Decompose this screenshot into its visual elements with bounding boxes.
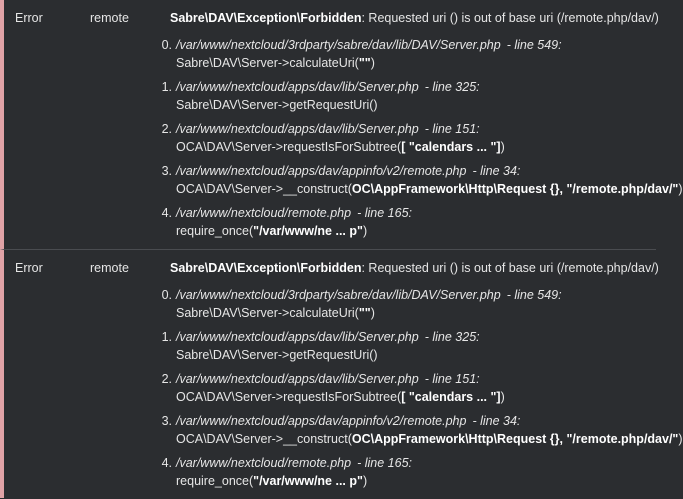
log-entry[interactable] bbox=[0, 0, 683, 249]
frame-call-prefix: Sabre\DAV\Server->calculateUri( bbox=[176, 306, 359, 320]
exception-class: Sabre\DAV\Exception\Forbidden bbox=[170, 11, 362, 25]
frame-call-args: "/var/www/ne ... p" bbox=[253, 224, 363, 238]
log-app: remote bbox=[90, 261, 129, 275]
frame-number: 2. bbox=[161, 122, 172, 136]
frame-file-path: /var/www/nextcloud/3rdparty/sabre/dav/lib/DAV/Server.php bbox=[176, 288, 501, 302]
log-level: Error bbox=[15, 261, 43, 275]
frame-call bbox=[176, 224, 367, 238]
frame-file bbox=[176, 164, 520, 178]
frame-file-path: /var/www/nextcloud/remote.php bbox=[176, 456, 352, 470]
frame-call-args: "" bbox=[358, 56, 371, 70]
frame-call-args: OC\AppFramework\Http\Request {}, "/remote.php/dav/" bbox=[351, 182, 679, 196]
frame-file bbox=[176, 372, 480, 386]
log-level: Error bbox=[15, 11, 43, 25]
frame-file-path: /var/www/nextcloud/apps/dav/lib/Server.php bbox=[176, 372, 419, 386]
frame-number: 1. bbox=[161, 330, 172, 344]
exception-class: Sabre\DAV\Exception\Forbidden bbox=[170, 261, 362, 275]
frame-call-args: OC\AppFramework\Http\Request {}, "/remote.php/dav/" bbox=[351, 432, 679, 446]
frame-number: 3. bbox=[161, 164, 172, 178]
frame-number: 4. bbox=[161, 456, 172, 470]
frame-call-args: "" bbox=[358, 306, 371, 320]
frame-call bbox=[176, 474, 367, 488]
frame-number: 2. bbox=[161, 372, 172, 386]
frame-file bbox=[176, 122, 480, 136]
frame-call-prefix: require_once( bbox=[176, 224, 254, 238]
frame-call-prefix: OCA\DAV\Server->__construct( bbox=[176, 182, 352, 196]
frame-file-path: /var/www/nextcloud/apps/dav/appinfo/v2/remote.php bbox=[176, 414, 467, 428]
frame-file bbox=[176, 288, 562, 302]
frame-number: 3. bbox=[161, 414, 172, 428]
frame-call-suffix: ) bbox=[362, 224, 368, 238]
frame-line: - line 549: bbox=[506, 288, 562, 302]
frame-call bbox=[176, 306, 375, 320]
frame-call bbox=[176, 348, 378, 362]
frame-line: - line 34: bbox=[472, 164, 521, 178]
frame-call-args: [ "calendars ... "] bbox=[401, 140, 501, 154]
frame-call-args: "/var/www/ne ... p" bbox=[253, 474, 363, 488]
frame-call-suffix: ) bbox=[500, 140, 505, 154]
frame-call-args: [ "calendars ... "] bbox=[401, 390, 501, 404]
frame-line: - line 165: bbox=[357, 456, 412, 470]
exception-message: : Requested uri () is out of base uri (/remote.php/dav/) bbox=[361, 261, 659, 275]
frame-file bbox=[176, 456, 412, 470]
frame-file-path: /var/www/nextcloud/apps/dav/appinfo/v2/remote.php bbox=[176, 164, 467, 178]
frame-call-prefix: OCA\DAV\Server->requestIsForSubtree( bbox=[176, 140, 402, 154]
frame-call-suffix: ) bbox=[678, 182, 683, 196]
frame-call-prefix: Sabre\DAV\Server->getRequestUri() bbox=[176, 98, 378, 112]
exception-message: : Requested uri () is out of base uri (/remote.php/dav/) bbox=[361, 11, 659, 25]
frame-call-prefix: Sabre\DAV\Server->calculateUri( bbox=[176, 56, 359, 70]
frame-file-path: /var/www/nextcloud/apps/dav/lib/Server.php bbox=[176, 330, 419, 344]
frame-file bbox=[176, 80, 480, 94]
frame-line: - line 151: bbox=[424, 372, 480, 386]
frame-number: 4. bbox=[161, 206, 172, 220]
frame-file bbox=[176, 330, 480, 344]
frame-call-prefix: OCA\DAV\Server->requestIsForSubtree( bbox=[176, 390, 402, 404]
frame-line: - line 549: bbox=[506, 38, 562, 52]
frame-call-prefix: Sabre\DAV\Server->getRequestUri() bbox=[176, 348, 378, 362]
frame-call-suffix: ) bbox=[678, 432, 683, 446]
frame-call bbox=[176, 182, 683, 196]
frame-call-prefix: OCA\DAV\Server->__construct( bbox=[176, 432, 352, 446]
frame-number: 0. bbox=[161, 38, 172, 52]
frame-call bbox=[176, 390, 505, 404]
frame-call bbox=[176, 56, 375, 70]
frame-file-path: /var/www/nextcloud/3rdparty/sabre/dav/lib/DAV/Server.php bbox=[176, 38, 501, 52]
frame-file bbox=[176, 206, 412, 220]
frame-line: - line 325: bbox=[424, 80, 480, 94]
frame-call-suffix: ) bbox=[500, 390, 505, 404]
frame-line: - line 165: bbox=[357, 206, 412, 220]
frame-file-path: /var/www/nextcloud/apps/dav/lib/Server.php bbox=[176, 80, 419, 94]
frame-file-path: /var/www/nextcloud/apps/dav/lib/Server.php bbox=[176, 122, 419, 136]
frame-call-suffix: ) bbox=[370, 56, 375, 70]
frame-call-suffix: ) bbox=[362, 474, 368, 488]
frame-call bbox=[176, 432, 683, 446]
frame-number: 0. bbox=[161, 288, 172, 302]
frame-call bbox=[176, 140, 505, 154]
frame-line: - line 325: bbox=[424, 330, 480, 344]
log-message bbox=[170, 11, 659, 25]
frame-call bbox=[176, 98, 378, 112]
frame-call-prefix: require_once( bbox=[176, 474, 254, 488]
frame-line: - line 34: bbox=[472, 414, 521, 428]
frame-file bbox=[176, 38, 562, 52]
frame-call-suffix: ) bbox=[370, 306, 375, 320]
frame-file-path: /var/www/nextcloud/remote.php bbox=[176, 206, 352, 220]
log-entry[interactable] bbox=[0, 249, 683, 498]
log-message bbox=[170, 261, 659, 275]
log-app: remote bbox=[90, 11, 129, 25]
frame-line: - line 151: bbox=[424, 122, 480, 136]
frame-number: 1. bbox=[161, 80, 172, 94]
frame-file bbox=[176, 414, 520, 428]
